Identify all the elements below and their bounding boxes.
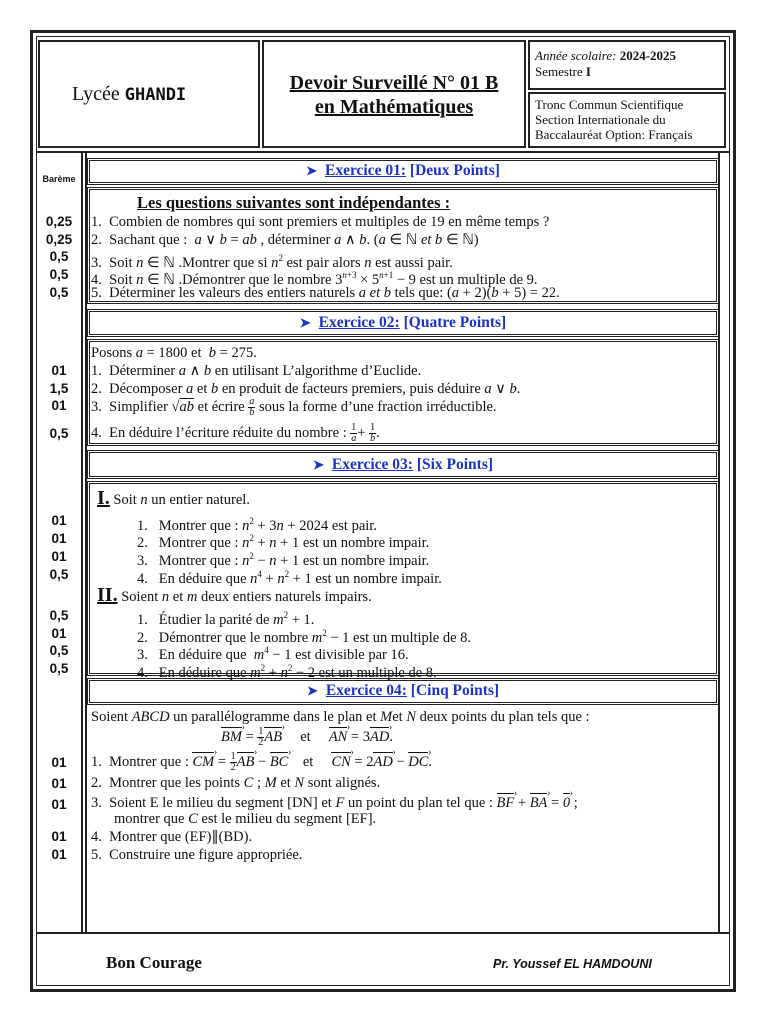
ex2-intro: Posons a = 1800 et b = 275.: [91, 345, 257, 361]
arrow-icon: ➤: [299, 315, 311, 330]
ex2-score-2: 1,5: [49, 381, 69, 396]
exercise-3-title: ➤ Exercice 03: [Six Points]: [312, 456, 494, 473]
bareme-divider-1: [81, 152, 83, 932]
exercise-1-title: ➤ Exercice 01: [Deux Points]: [306, 162, 500, 179]
arrow-icon: ➤: [312, 457, 324, 472]
ex1-q2: 2. Sachant que : a ∨ b = ab , déterminer a ∧ b. (a ∈ ℕ et b ∈ ℕ): [91, 232, 479, 248]
ex1-score-2: 0,25: [45, 232, 73, 247]
ex3-score-2: 01: [51, 531, 67, 546]
ex2-score-1: 01: [51, 363, 67, 378]
ex1-score-1: 0,25: [45, 214, 73, 229]
page-title: [262, 71, 526, 119]
ex2-q2: 2. Décomposer a et b en produit de facteurs premiers, puis déduire a ∨ b.: [91, 381, 521, 397]
semester: Semestre I: [535, 64, 591, 79]
ex4-intro: Soient ABCD un parallélogramme dans le plan et Met N deux points du plan tels que :: [91, 709, 590, 725]
ex2-q1: 1. Déterminer a ∧ b en utilisant L’algorithme d’Euclide.: [91, 363, 422, 379]
ex1-q3: 3. Soit n ∈ ℕ .Montrer que si $n^2$ est pair alors n est aussi pair.: [91, 253, 453, 271]
exercise-4-title: ➤ Exercice 04: [Cinq Points]: [306, 682, 500, 699]
exercise-1-subheading: Les questions suivantes sont indépendantes :: [137, 193, 451, 212]
ex3-p1-q3: 3. Montrer que : $n^2 - n + 1$ est un nombre impair.: [137, 551, 430, 569]
ex3-score-4: 0,5: [49, 567, 69, 582]
arrow-icon: ➤: [306, 163, 317, 178]
ex1-q1: 1. Combien de nombres qui sont premiers et multiples de 19 en même temps ?: [91, 214, 550, 230]
closing-text: Bon Courage: [106, 953, 202, 972]
ex2-q3: 3. Simplifier √ab et écrire $\frac{a}{b}$ sous la forme d’une fraction irréductible.: [91, 396, 497, 418]
school-year: Année scolaire: 2024-2025: [535, 48, 677, 63]
ex1-score-3: 0,5: [49, 249, 69, 264]
ex3-score-1: 01: [51, 513, 67, 528]
ex1-score-4: 0,5: [49, 267, 69, 282]
ex3-part2-intro: II. Soient n et m deux entiers naturels impairs.: [97, 584, 372, 606]
title-line-1: Devoir Surveillé N° 01 B: [289, 72, 499, 94]
ex4-given: BM › = $\frac{1}{2}$ AB › et AN › = 3AD ›.: [221, 727, 393, 748]
ex2-score-4: 0,5: [49, 426, 69, 441]
ex4-score-4: 01: [51, 829, 67, 844]
ex4-q3: 3. Soient E le milieu du segment [DN] et F un point du plan tel que : BF › + BA › = 0 › ;: [91, 794, 578, 812]
ex3-p2-q2: 2. Démontrer que le nombre $m^2 - 1$ est un multiple de 8.: [137, 628, 472, 646]
ex4-q1: 1. Montrer que : CM › = $\frac{1}{2}$ AB › − BC › et CN › = 2AD › − DC ›.: [91, 752, 432, 773]
ex1-score-5: 0,5: [49, 285, 69, 300]
header-divider: [36, 151, 730, 153]
ex4-score-3: 01: [51, 797, 67, 812]
ex1-q5: 5. Déterminer les valeurs des entiers naturels a et b tels que: (a + 2)(b + 5) = 22.: [91, 285, 560, 301]
ex2-score-3: 01: [51, 398, 67, 413]
ex4-score-5: 01: [51, 847, 67, 862]
level-info: Tronc Commun Scientifique Section Internationale du Baccalauréat Option: Français: [535, 97, 693, 142]
author-signature: Pr. Youssef EL HAMDOUNI: [493, 957, 652, 971]
ex1-q4: 4. Soit n ∈ ℕ .Démontrer que le nombre $3^{n+3} \times 5^{n+1} - 9$ est un multiple de 9.: [91, 270, 538, 288]
ex3-p2-q3: 3. En déduire que $m^4 - 1$ est divisible par 16.: [137, 645, 409, 663]
ex3-p2-q4: 4. En déduire que $m^2 + n^2 - 2$ est un multiple de 8.: [137, 663, 437, 681]
ex3-part1-intro: I. Soit n un entier naturel.: [97, 487, 250, 509]
ex3-p2-q1: 1. Étudier la parité de $m^2 + 1$.: [137, 610, 315, 628]
ex3-score-7: 0,5: [49, 643, 69, 658]
ex3-p1-q1: 1. Montrer que : $n^2 + 3n + 2024$ est pair.: [137, 516, 377, 534]
ex3-score-5: 0,5: [49, 608, 69, 623]
ex3-p1-q2: 2. Montrer que : $n^2 + n + 1$ est un nombre impair.: [137, 533, 430, 551]
ex4-score-1: 01: [51, 755, 67, 770]
part-2-label: II.: [97, 584, 118, 606]
arrow-icon: ➤: [306, 683, 318, 698]
ex4-q5: 5. Construire une figure appropriée.: [91, 847, 303, 863]
bareme-label: Barème: [42, 174, 76, 184]
ex4-q3-cont: montrer que C est le milieu du segment [EF].: [114, 811, 377, 827]
ex4-score-2: 01: [51, 776, 67, 791]
ex3-p1-q4: 4. En déduire que $n^4 + n^2 + 1$ est un nombre impair.: [137, 569, 442, 587]
ex3-score-8: 0,5: [49, 661, 69, 676]
exercise-2-title: ➤ Exercice 02: [Quatre Points]: [299, 314, 507, 331]
ex3-score-3: 01: [51, 549, 67, 564]
school-name: Lycée GHANDI: [72, 83, 187, 105]
ex4-q4: 4. Montrer que (EF)∥(BD).: [91, 829, 253, 845]
ex2-q4: 4. En déduire l’écriture réduite du nombre : $\frac{1}{a}$ + $\frac{1}{b}$ .: [91, 422, 380, 444]
part-1-label: I.: [97, 487, 110, 509]
ex4-q2: 2. Montrer que les points C ; M et N sont alignés.: [91, 775, 381, 791]
title-line-2: en Mathématiques: [314, 96, 474, 118]
footer-divider: [36, 932, 730, 934]
ex3-score-6: 01: [51, 626, 67, 641]
